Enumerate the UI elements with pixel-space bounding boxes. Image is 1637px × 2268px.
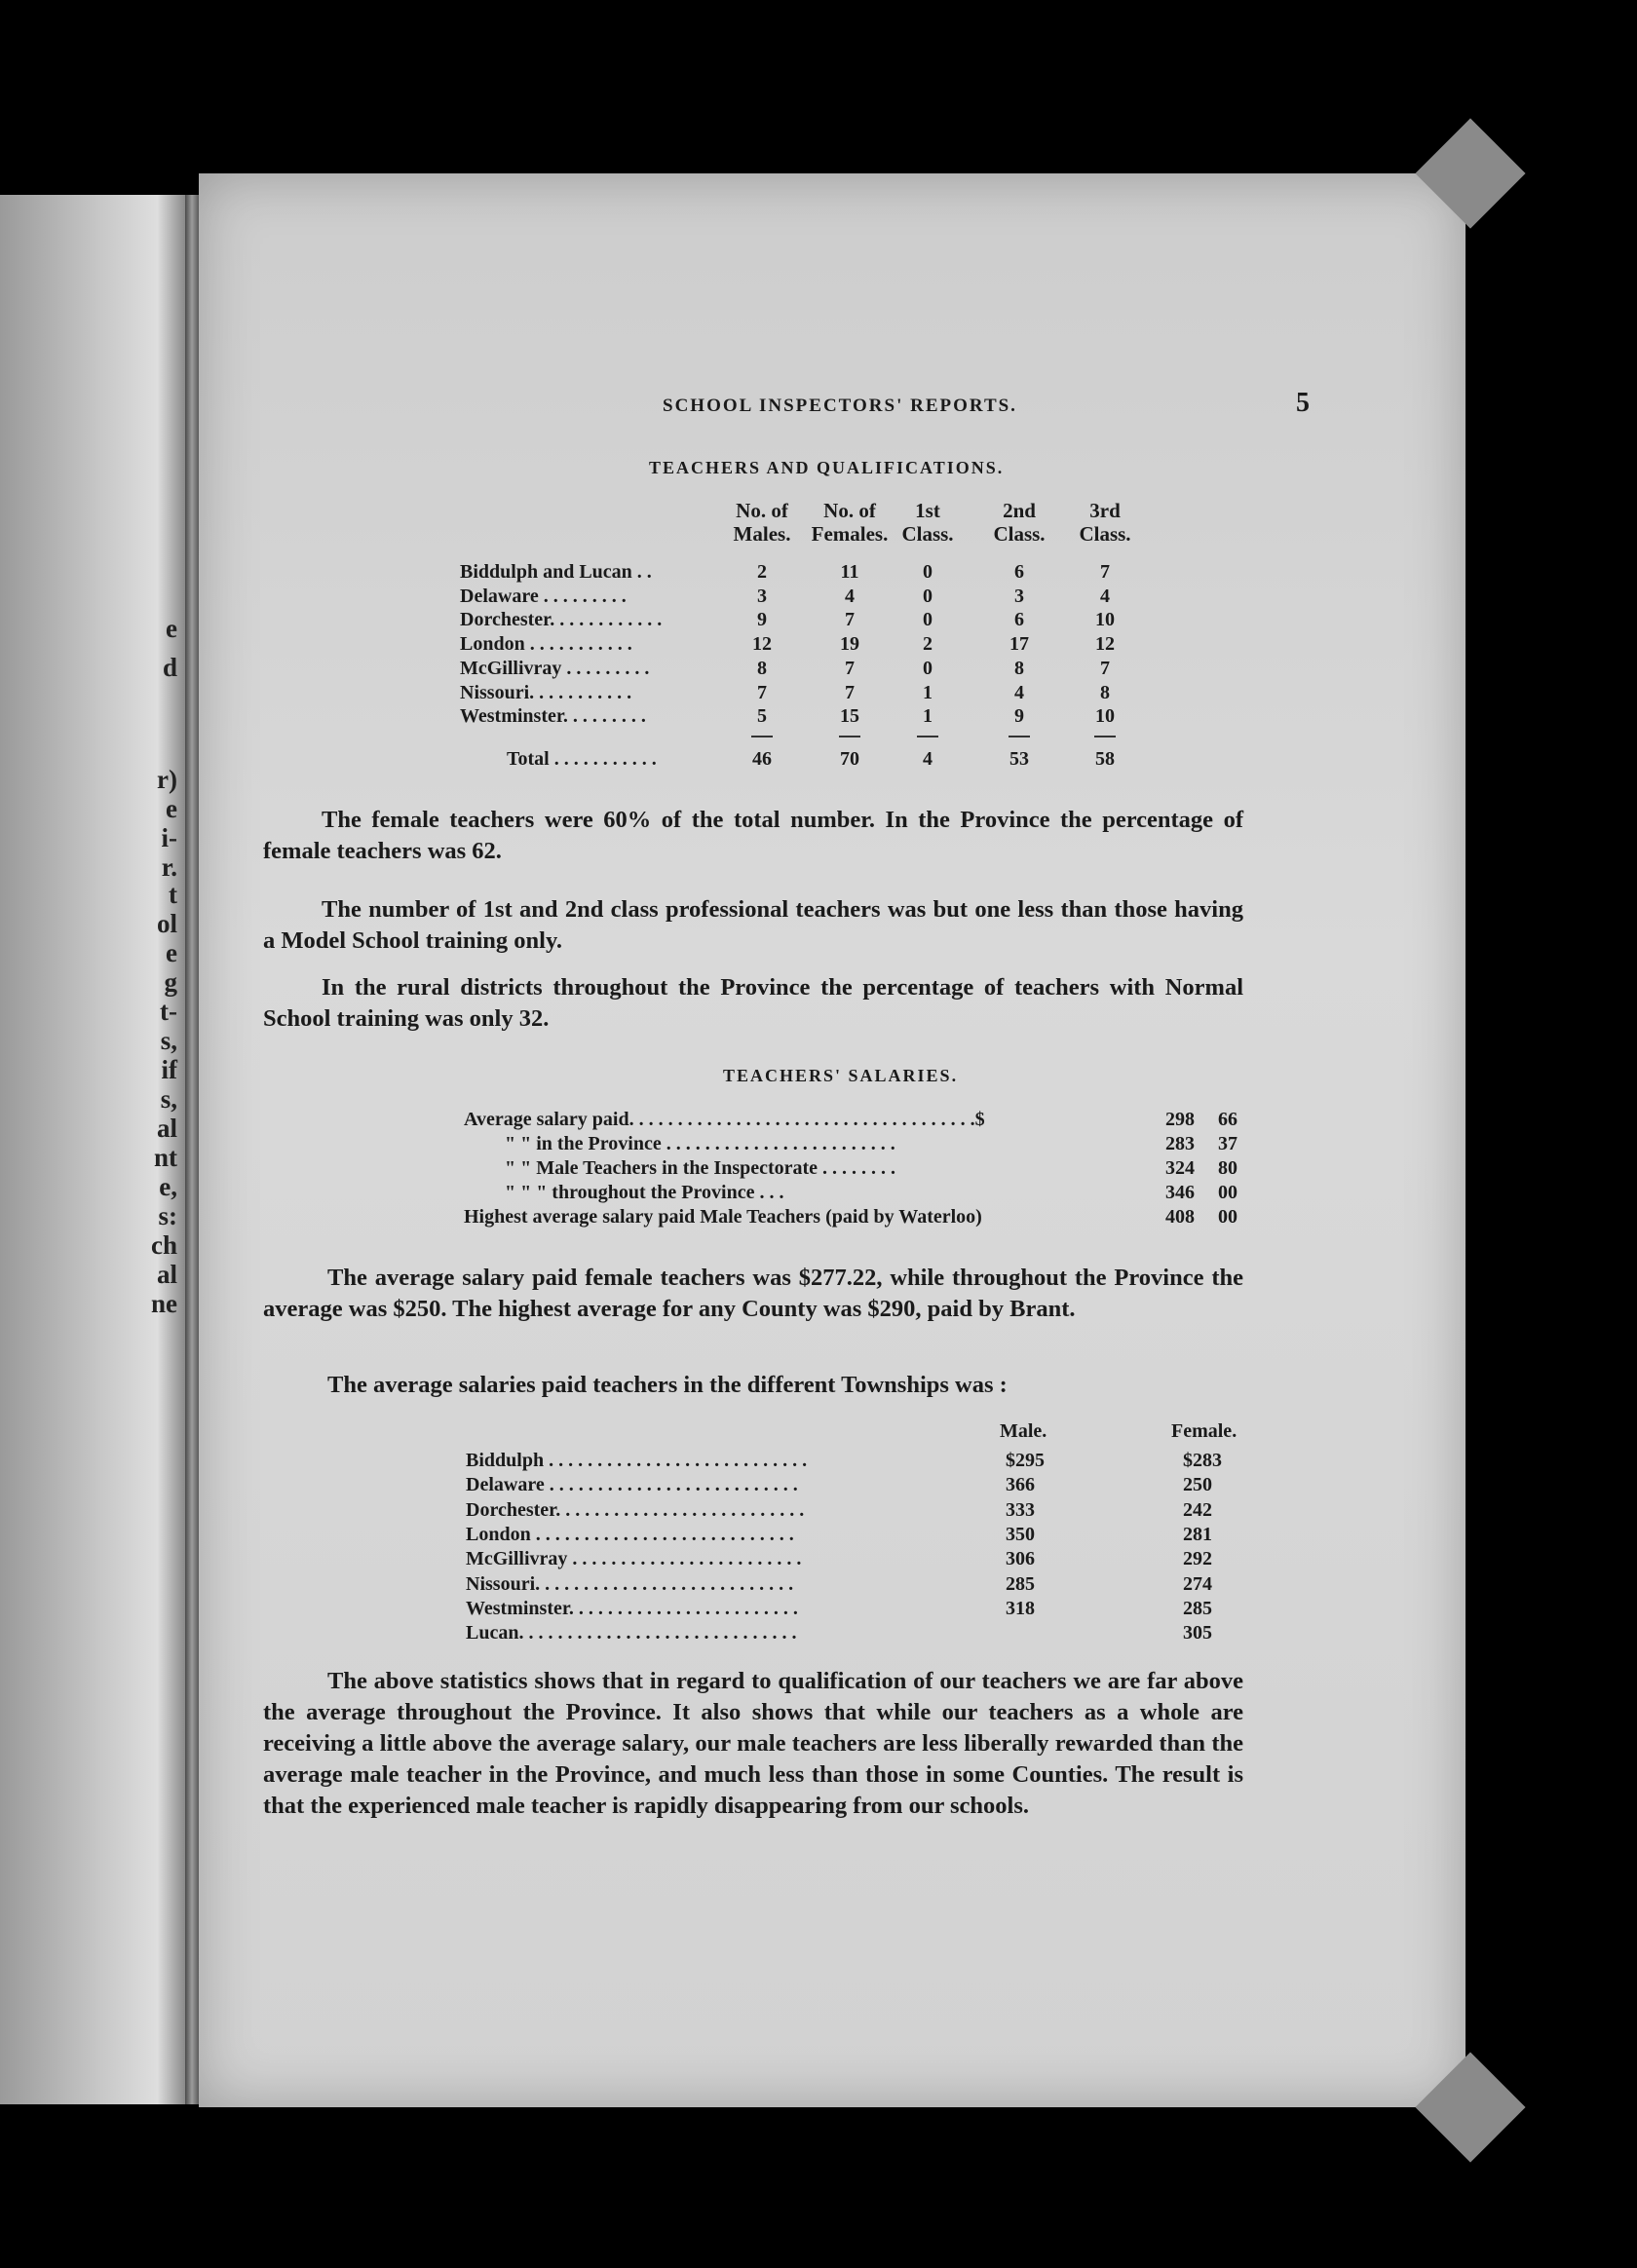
column-header: No. of Females.: [811, 499, 889, 546]
facing-page-text-fragment: e,: [159, 1172, 177, 1201]
salary-dollars: 346: [1165, 1182, 1195, 1203]
table-cell: 1: [923, 681, 933, 703]
table-cell: 6: [1014, 609, 1024, 631]
salary-cents: 66: [1218, 1109, 1237, 1130]
table-cell: 9: [757, 609, 767, 631]
table-cell: 0: [923, 609, 933, 631]
township-row-label: London . . . . . . . . . . . . . . . . . . . . . . . . . . .: [466, 1523, 794, 1545]
township-male-salary: 333: [1006, 1498, 1035, 1521]
township-row-label: Dorchester. . . . . . . . . . . . . . . . . . . . . . . . . .: [466, 1498, 805, 1521]
total-cell: 70: [840, 748, 859, 770]
paragraph-rural-districts: In the rural districts throughout the Province the percentage of teachers with Normal School training was only 32.: [263, 974, 1243, 1032]
township-female-salary: 242: [1183, 1498, 1212, 1521]
table-row-label: McGillivray . . . . . . . . .: [460, 657, 650, 679]
facing-page-text-fragment: i-: [161, 823, 177, 852]
facing-page-text-fragment: t: [169, 880, 177, 909]
table-cell: 4: [845, 585, 855, 607]
township-row-label: Lucan. . . . . . . . . . . . . . . . . . . . . . . . . . . . .: [466, 1622, 797, 1644]
table-cell: 7: [845, 681, 855, 703]
page-corner-top: [1415, 118, 1525, 228]
township-male-salary: $295: [1006, 1450, 1045, 1471]
township-female-salary: 285: [1183, 1597, 1212, 1619]
table-cell: 9: [1014, 705, 1024, 728]
table-cell: 8: [1100, 681, 1110, 703]
table-row-label: Nissouri. . . . . . . . . . .: [460, 681, 632, 703]
column-header-male: Male.: [1000, 1420, 1047, 1442]
total-cell: 53: [1009, 748, 1029, 770]
table-row-label: London . . . . . . . . . . .: [460, 633, 632, 656]
township-female-salary: 281: [1183, 1523, 1212, 1545]
table-cell: 5: [757, 705, 767, 728]
township-female-salary: 305: [1183, 1622, 1212, 1644]
table-row-label: Biddulph and Lucan . .: [460, 561, 652, 583]
facing-page-text-fragment: ol: [156, 909, 177, 938]
table-cell: 0: [923, 561, 933, 583]
table-cell: 12: [752, 633, 772, 656]
column-header: 2nd Class.: [993, 499, 1046, 546]
total-cell: 46: [752, 748, 772, 770]
table-cell: 19: [840, 633, 859, 656]
facing-page-text-fragment: if: [161, 1055, 177, 1084]
table-cell: 3: [757, 585, 767, 607]
salary-row-label: " " in the Province . . . . . . . . . . . . . . . . . . . . . . . .: [505, 1133, 895, 1154]
salary-row-label: Highest average salary paid Male Teachers (paid by Waterloo): [464, 1206, 982, 1228]
column-header: No. of Males.: [733, 499, 791, 546]
facing-page-text-fragment: t-: [160, 997, 177, 1026]
paragraph-female-percentage: The female teachers were 60% of the total number. In the Province the percentage of female teachers was 62.: [263, 807, 1243, 864]
facing-page-text-fragment: r): [157, 765, 177, 794]
facing-page-text-fragment: e: [166, 938, 177, 967]
salary-dollars: 298: [1165, 1109, 1195, 1130]
facing-page-text-fragment: ne: [151, 1289, 177, 1318]
running-header: SCHOOL INSPECTORS' REPORTS.: [663, 396, 1017, 416]
facing-page-text-fragment: e: [166, 794, 177, 823]
township-male-salary: 366: [1006, 1474, 1035, 1496]
table-cell: 4: [1100, 585, 1110, 607]
total-rule: [917, 736, 938, 737]
township-male-salary: 285: [1006, 1572, 1035, 1595]
table-cell: 10: [1095, 609, 1115, 631]
table-cell: 7: [1100, 561, 1110, 583]
salary-row-label: " " Male Teachers in the Inspectorate . . . . . . . .: [505, 1157, 896, 1179]
facing-page-text-fragment: al: [156, 1260, 177, 1289]
book-gutter: [185, 195, 199, 2104]
document-page: [199, 173, 1466, 2107]
facing-page-text-fragment: r.: [161, 852, 177, 882]
total-cell: 4: [923, 748, 933, 770]
salary-dollars: 408: [1165, 1206, 1195, 1228]
township-female-salary: 274: [1183, 1572, 1212, 1595]
table-cell: 8: [1014, 657, 1024, 679]
paragraph-female-salary: The average salary paid female teachers was $277.22, while throughout the Province the average was $250. The highest average for any County was $290, paid by Brant.: [263, 1265, 1243, 1322]
facing-page-text-fragment: al: [156, 1114, 177, 1143]
qualifications-title: TEACHERS AND QUALIFICATIONS.: [649, 458, 1005, 477]
salary-cents: 80: [1218, 1157, 1237, 1179]
table-cell: 7: [1100, 657, 1110, 679]
salaries-title: TEACHERS' SALARIES.: [723, 1066, 959, 1085]
total-cell: 58: [1095, 748, 1115, 770]
total-rule: [1094, 736, 1116, 737]
table-cell: 17: [1009, 633, 1029, 656]
paragraph-township-intro: The average salaries paid teachers in the different Townships was :: [327, 1372, 1008, 1398]
table-row-label: Delaware . . . . . . . . .: [460, 585, 627, 607]
column-header: 3rd Class.: [1079, 499, 1131, 546]
township-row-label: Nissouri. . . . . . . . . . . . . . . . . . . . . . . . . . .: [466, 1572, 794, 1595]
salary-row-label: " " " throughout the Province . . .: [505, 1182, 784, 1203]
table-cell: 3: [1014, 585, 1024, 607]
salary-cents: 37: [1218, 1133, 1237, 1154]
table-cell: 2: [757, 561, 767, 583]
township-male-salary: 306: [1006, 1548, 1035, 1570]
column-header-female: Female.: [1171, 1420, 1237, 1442]
salary-dollars: 324: [1165, 1157, 1195, 1179]
township-female-salary: $283: [1183, 1450, 1222, 1471]
facing-page-text-fragment: g: [164, 967, 177, 997]
table-cell: 15: [840, 705, 859, 728]
facing-page-fragment: [0, 195, 185, 2104]
paragraph-conclusion: The above statistics shows that in regard to qualification of our teachers we are far above the average throughout the Province. It also shows that while our teachers as a whole are receiving a little above the average salary, our male teachers are less liberally rewarded than the average male teacher in the Province, and much less than those in some Counties. The result is that the experienced male teacher is rapidly disappearing from our schools.: [263, 1668, 1243, 1819]
township-row-label: Westminster. . . . . . . . . . . . . . . . . . . . . . . .: [466, 1597, 798, 1619]
table-cell: 12: [1095, 633, 1115, 656]
page-number: 5: [1296, 388, 1310, 418]
table-cell: 10: [1095, 705, 1115, 728]
table-cell: 7: [845, 657, 855, 679]
salary-cents: 00: [1218, 1206, 1237, 1228]
table-row-label: Dorchester. . . . . . . . . . . .: [460, 609, 663, 631]
total-rule: [1009, 736, 1030, 737]
township-row-label: McGillivray . . . . . . . . . . . . . . . . . . . . . . . .: [466, 1548, 802, 1570]
table-cell: 4: [1014, 681, 1024, 703]
facing-page-text-fragment: nt: [153, 1143, 177, 1172]
table-cell: 1: [923, 705, 933, 728]
table-cell: 0: [923, 657, 933, 679]
table-cell: 8: [757, 657, 767, 679]
table-row-label: Westminster. . . . . . . . .: [460, 705, 646, 728]
township-male-salary: 350: [1006, 1523, 1035, 1545]
table-cell: 7: [845, 609, 855, 631]
facing-page-text-fragment: ch: [151, 1230, 177, 1260]
facing-page-text-fragment: e: [166, 614, 177, 643]
table-cell: 0: [923, 585, 933, 607]
column-header: 1st Class.: [901, 499, 954, 546]
facing-page-text-fragment: s:: [158, 1201, 177, 1230]
table-cell: 11: [840, 561, 859, 583]
salary-cents: 00: [1218, 1182, 1237, 1203]
table-cell: 6: [1014, 561, 1024, 583]
facing-page-text-fragment: s,: [160, 1084, 177, 1114]
township-row-label: Biddulph . . . . . . . . . . . . . . . . . . . . . . . . . . .: [466, 1450, 808, 1471]
table-cell: 2: [923, 633, 933, 656]
page-corner-bottom: [1415, 2052, 1525, 2162]
paragraph-professional-teachers: The number of 1st and 2nd class professional teachers was but one less than those having a Model School training only.: [263, 896, 1243, 954]
total-rule: [751, 736, 773, 737]
salary-row-label: Average salary paid. . . . . . . . . . . . . . . . . . . . . . . . . . . . . . . . . . . .$: [464, 1109, 985, 1130]
township-female-salary: 250: [1183, 1474, 1212, 1496]
facing-page-text-fragment: s,: [160, 1026, 177, 1055]
total-row-label: Total . . . . . . . . . . .: [507, 748, 657, 770]
facing-page-text-fragment: d: [162, 653, 177, 682]
township-row-label: Delaware . . . . . . . . . . . . . . . . . . . . . . . . . .: [466, 1474, 798, 1496]
total-rule: [839, 736, 860, 737]
township-male-salary: 318: [1006, 1597, 1035, 1619]
salary-dollars: 283: [1165, 1133, 1195, 1154]
township-female-salary: 292: [1183, 1548, 1212, 1570]
table-cell: 7: [757, 681, 767, 703]
